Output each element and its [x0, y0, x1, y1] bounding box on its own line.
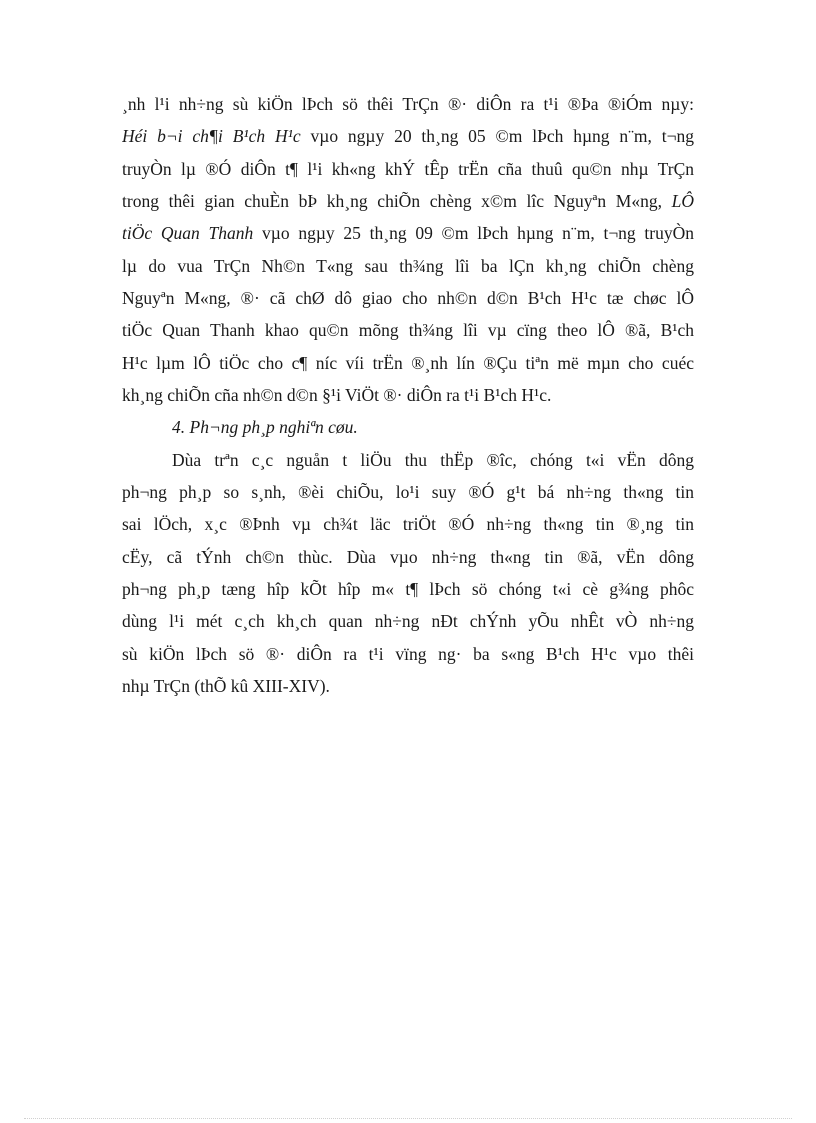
- italic-title-run: tiÖc Quan Thanh: [122, 223, 254, 243]
- text-run: tiÖc Quan Thanh khao qu©n mõng th¾ng lîi vµ cïng theo lÔ ®ã, B¹ch: [122, 320, 694, 340]
- paragraph-line: [122, 675, 694, 697]
- paragraph-line: [122, 287, 694, 309]
- text-run: dùng l¹i mét c¸ch kh¸ch quan nh÷ng nÐt chÝnh yÕu nhÊt vÒ nh÷ng: [122, 611, 694, 631]
- text-run: H¹c lµm lÔ tiÖc cho c¶ níc víi trËn ®¸nh lín ®Çu tiªn më mµn cho cuéc: [122, 353, 694, 373]
- text-run: vµo ngµy 25 th¸ng 09 ©m lÞch hµng n¨m, t¬ng truyÒn: [253, 223, 694, 243]
- section-heading: 4. Ph¬ng ph¸p nghiªn cøu.: [172, 417, 358, 437]
- text-run: truyÒn lµ ®Ó diÔn t¶ l¹i kh«ng khÝ tÊp trËn cña thuû qu©n nhµ TrÇn: [122, 159, 694, 179]
- text-run: sù kiÖn lÞch sö ®· diÔn ra t¹i vïng ng· ba s«ng B¹ch H¹c vµo thêi: [122, 644, 694, 664]
- paragraph-line: [122, 158, 694, 180]
- paragraph-line: [122, 352, 694, 374]
- text-run: cËy, cã tÝnh ch©n thùc. Dùa vµo nh÷ng th«ng tin ®ã, vËn dông: [122, 547, 694, 567]
- paragraph-line: [122, 481, 694, 503]
- paragraph-line: [122, 513, 694, 535]
- paragraph-line: [122, 319, 694, 341]
- italic-title-run: LÔ: [671, 191, 694, 211]
- paragraph-line: [122, 384, 694, 406]
- text-run: ¸nh l¹i nh÷ng sù kiÖn lÞch sö thêi TrÇn ®· diÔn ra t¹i ®Þa ®iÓm nµy:: [122, 94, 694, 114]
- text-run: vµo ngµy 20 th¸ng 05 ©m lÞch hµng n¨m, t¬ng: [300, 126, 694, 146]
- text-run: ph¬ng ph¸p so s¸nh, ®èi chiÕu, lo¹i suy ®Ó g¹t bá nh÷ng th«ng tin: [122, 482, 694, 502]
- paragraph-line: [122, 610, 694, 632]
- paragraph-line: [122, 190, 694, 212]
- page-bottom-edge: [24, 1118, 792, 1119]
- paragraph-line: [122, 578, 694, 600]
- text-run: nhµ TrÇn (thÕ kû XIII-XIV).: [122, 676, 330, 696]
- paragraph-line: [122, 93, 694, 115]
- text-run: sai lÖch, x¸c ®Þnh vµ ch¾t läc triÖt ®Ó nh÷ng th«ng tin ®¸ng tin: [122, 514, 694, 534]
- paragraph-line: [122, 222, 694, 244]
- text-run: Dùa trªn c¸c nguån t liÖu thu thËp ®îc, chóng t«i vËn dông: [172, 450, 694, 470]
- paragraph-line: [122, 643, 694, 665]
- paragraph-line: [172, 449, 694, 471]
- text-run: trong thêi gian chuÈn bÞ kh¸ng chiÕn chèng x©m lîc Nguyªn M«ng,: [122, 191, 662, 211]
- text-run: kh¸ng chiÕn cña nh©n d©n §¹i ViÖt ®· diÔn ra t¹i B¹ch H¹c.: [122, 385, 552, 405]
- text-run: lµ do vua TrÇn Nh©n T«ng sau th¾ng lîi ba lÇn kh¸ng chiÕn chèng: [122, 256, 694, 276]
- paragraph-line: [122, 255, 694, 277]
- italic-title-run: Héi b¬i ch¶i B¹ch H¹c: [122, 126, 301, 146]
- paragraph-line: [122, 125, 694, 147]
- text-run: ph¬ng ph¸p tæng hîp kÕt hîp m« t¶ lÞch sö chóng t«i cè g¾ng phôc: [122, 579, 694, 599]
- paragraph-line: [122, 546, 694, 568]
- text-run: Nguyªn M«ng, ®· cã chØ dô giao cho nh©n d©n B¹ch H¹c tæ chøc lÔ: [122, 288, 694, 308]
